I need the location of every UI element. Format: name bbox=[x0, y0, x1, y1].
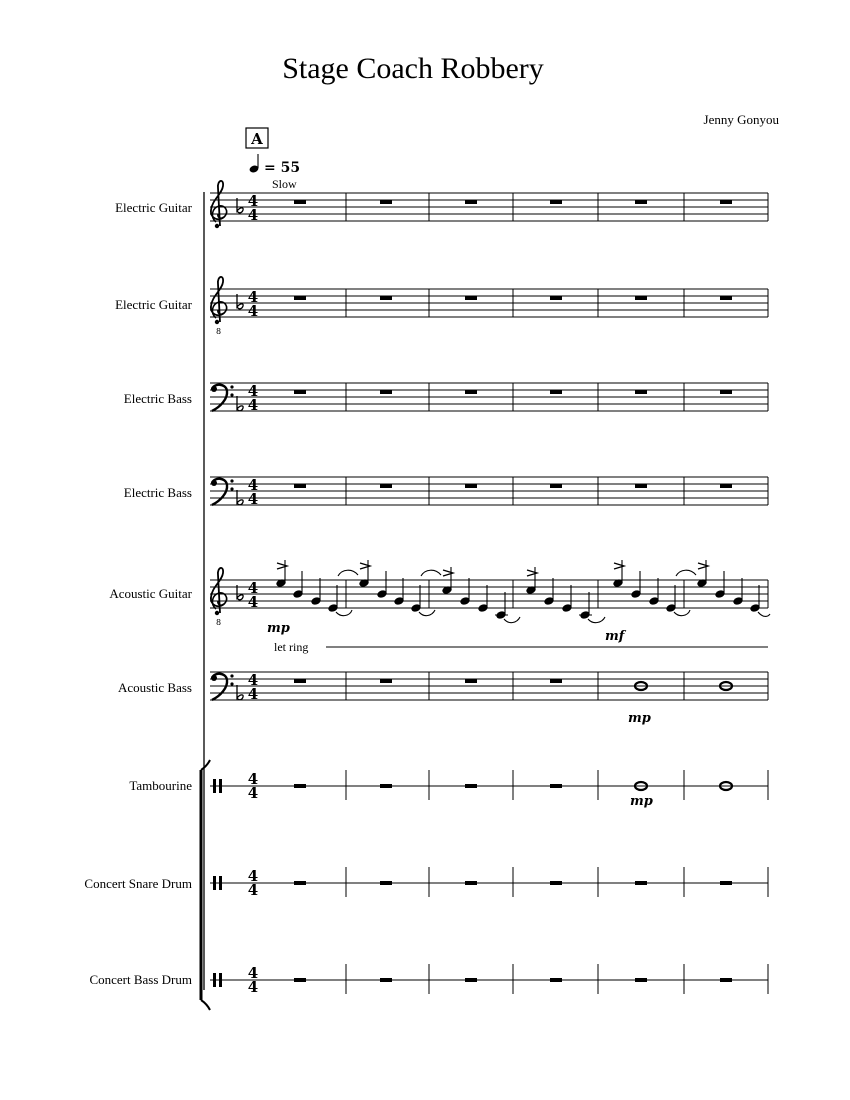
svg-text:4: 4 bbox=[247, 671, 259, 689]
measure-notes bbox=[441, 567, 520, 623]
staff-acoustic-guitar bbox=[109, 560, 770, 654]
measure-notes bbox=[358, 560, 435, 616]
flat-icon bbox=[237, 685, 243, 700]
let-ring-text: let ring bbox=[274, 640, 309, 654]
svg-text:4: 4 bbox=[247, 206, 259, 224]
instrument-name: Electric Guitar bbox=[115, 297, 192, 312]
tempo-marking bbox=[249, 154, 300, 176]
rehearsal-mark: A bbox=[251, 130, 263, 148]
svg-text:4: 4 bbox=[247, 593, 259, 611]
dynamic-marking: mp bbox=[628, 711, 651, 726]
dynamic-marking: mf bbox=[605, 629, 625, 644]
bass-clef-icon bbox=[211, 385, 234, 411]
staff-bass-drum bbox=[89, 964, 768, 996]
staff-electric-bass-1 bbox=[124, 382, 768, 414]
svg-text:4: 4 bbox=[247, 192, 259, 210]
instrument-name: Acoustic Bass bbox=[117, 680, 192, 695]
instrument-name: Electric Bass bbox=[123, 391, 192, 406]
svg-text:4: 4 bbox=[247, 978, 259, 996]
svg-text:4: 4 bbox=[247, 784, 259, 802]
svg-text:4: 4 bbox=[247, 579, 259, 597]
measure-notes bbox=[612, 560, 690, 616]
svg-text:4: 4 bbox=[247, 881, 259, 899]
svg-text:4: 4 bbox=[247, 288, 259, 306]
staff-tambourine bbox=[129, 770, 768, 809]
bass-clef-icon bbox=[211, 674, 234, 700]
staff-snare-drum bbox=[84, 867, 768, 899]
svg-text:4: 4 bbox=[247, 770, 259, 788]
svg-text:8: 8 bbox=[216, 618, 222, 627]
svg-text:4: 4 bbox=[247, 382, 259, 400]
svg-text:4: 4 bbox=[247, 685, 259, 703]
svg-text:4: 4 bbox=[247, 476, 259, 494]
staff-electric-guitar-1 bbox=[115, 181, 768, 228]
staff-acoustic-bass bbox=[118, 671, 768, 726]
instrument-name: Electric Bass bbox=[123, 485, 192, 500]
tempo-text: Slow bbox=[272, 177, 297, 191]
svg-text:4: 4 bbox=[247, 302, 259, 320]
percussion-bracket bbox=[201, 760, 210, 1010]
instrument-name: Acoustic Guitar bbox=[109, 586, 192, 601]
bass-clef-icon bbox=[211, 479, 234, 505]
measure-notes bbox=[525, 567, 605, 623]
composer-name: Jenny Gonyou bbox=[703, 112, 779, 127]
dynamic-marking: mp bbox=[630, 794, 653, 809]
instrument-name: Tambourine bbox=[129, 778, 192, 793]
svg-text:4: 4 bbox=[247, 396, 259, 414]
tempo-bpm: = 55 bbox=[264, 160, 301, 176]
svg-text:4: 4 bbox=[247, 490, 259, 508]
measure-notes bbox=[275, 560, 352, 616]
instrument-name: Concert Bass Drum bbox=[89, 972, 192, 987]
svg-text:8: 8 bbox=[216, 327, 222, 336]
score-title: Stage Coach Robbery bbox=[282, 52, 544, 85]
staff-electric-bass-2 bbox=[124, 476, 768, 508]
instrument-name: Concert Snare Drum bbox=[84, 876, 192, 891]
instrument-name: Electric Guitar bbox=[115, 200, 192, 215]
svg-text:4: 4 bbox=[247, 867, 259, 885]
flat-icon bbox=[237, 490, 243, 505]
svg-text:4: 4 bbox=[247, 964, 259, 982]
flat-icon bbox=[237, 396, 243, 411]
staff-electric-guitar-2 bbox=[115, 277, 768, 336]
dynamic-marking: mp bbox=[267, 621, 290, 636]
